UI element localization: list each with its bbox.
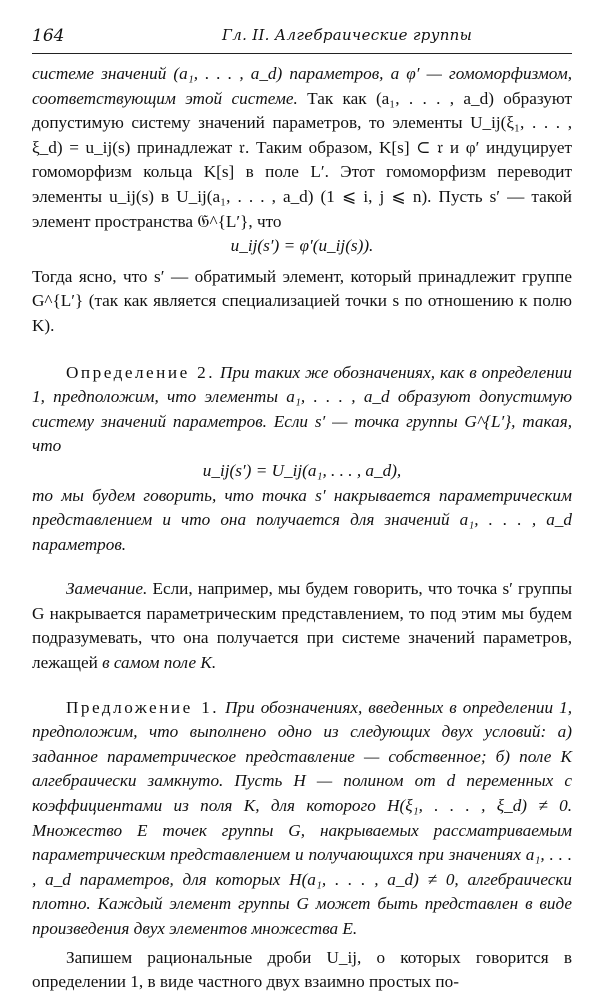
page-body bbox=[32, 62, 572, 995]
continuation-text: Так как (a₁, . . . , a_d) образуют допустимую систему значений параметров, то элементы U_ij(ξ₁, . . . , ξ_d) = u_ij(s) принадлежат 𝔯. Таким образом, K[s] ⊂ 𝔯 и φ′ индуцирует гомоморфизм кольца K[s] в поле L′. Этот гомоморфизм переводит элементы u_ij(s) в U_ij(a₁, . . . , a_d) (1 ⩽ i, j ⩽ n). Пусть s′ — такой элемент пространства 𝔊^{L′}, что bbox=[32, 88, 573, 231]
page-header bbox=[32, 24, 572, 54]
paragraph-then: Тогда ясно, что s′ — обратимый элемент, который принадлежит группе G^{L′} (так как является специализацией точки s по отношению к полю K). bbox=[32, 266, 572, 335]
definition-2 bbox=[32, 361, 572, 459]
page-number: 164 bbox=[32, 26, 65, 46]
paragraph-continuation bbox=[32, 62, 572, 234]
definition-text: При таких же обозначениях, как в определении 1, предположим, что элементы a₁, . . . , a_d образуют допустимую систему значений параметров. Если s′ — точка группы G^{L′}, такая, что bbox=[32, 362, 572, 456]
proposition-1 bbox=[32, 696, 572, 942]
remark-label: Замечание. bbox=[66, 579, 148, 599]
spacer bbox=[32, 557, 572, 577]
paragraph-last: Запишем рациональные дроби U_ij, о которых говорится в определении 1, в виде частного двух взаимно простых по- bbox=[32, 947, 572, 992]
remark-text: Если, например, мы будем говорить, что точка s′ группы G накрывается параметрическим представлением, то под этим мы будем подразумевать, что она получается при системе значений параметров, лежащей bbox=[32, 579, 572, 673]
continuation-italic: системе значений (a₁, . . . , a_d) параметров, а φ′ — гомоморфизмом, соответствующим этой системе. bbox=[32, 64, 572, 108]
proposition-text: При обозначениях, введенных в определении 1, предположим, что выполнено одно из следующих двух условий: а) заданное параметрическое представление — собственное; б) поле K алгебраически замкнуто. Пусть H — полином от d переменных с коэффициентами из поля K, для которого H(ξ₁, . . . , ξ_d) ≠ 0. Множество E точек группы G, накрываемых рассматриваемым параметрическим представлением и получающихся при значениях a₁, . . . , a_d параметров, для которых H(a₁, . . . , a_d) ≠ 0, алгебраически плотно. Каждый элемент группы G может быть представлен в виде произведения двух элементов множества E. bbox=[32, 697, 572, 938]
formula-2: u_ij(s′) = U_ij(a₁, . . . , a_d), bbox=[202, 460, 402, 480]
spacer bbox=[32, 339, 572, 361]
spacer bbox=[32, 676, 572, 696]
definition-text-continued: то мы будем говорить, что точка s′ накрывается параметрическим представлением и что она получается для значений a₁, . . . , a_d параметров. bbox=[32, 485, 572, 554]
definition-label: Определение 2. bbox=[66, 362, 216, 382]
remark-italic: в самом поле K. bbox=[102, 653, 217, 673]
formula-1: u_ij(s′) = φ′(u_ij(s)). bbox=[230, 236, 374, 256]
remark bbox=[32, 577, 572, 675]
header-rule bbox=[32, 53, 572, 54]
proposition-label: Предложение 1. bbox=[66, 697, 220, 717]
running-title: Гл. II. Алгебраические группы bbox=[222, 26, 473, 44]
